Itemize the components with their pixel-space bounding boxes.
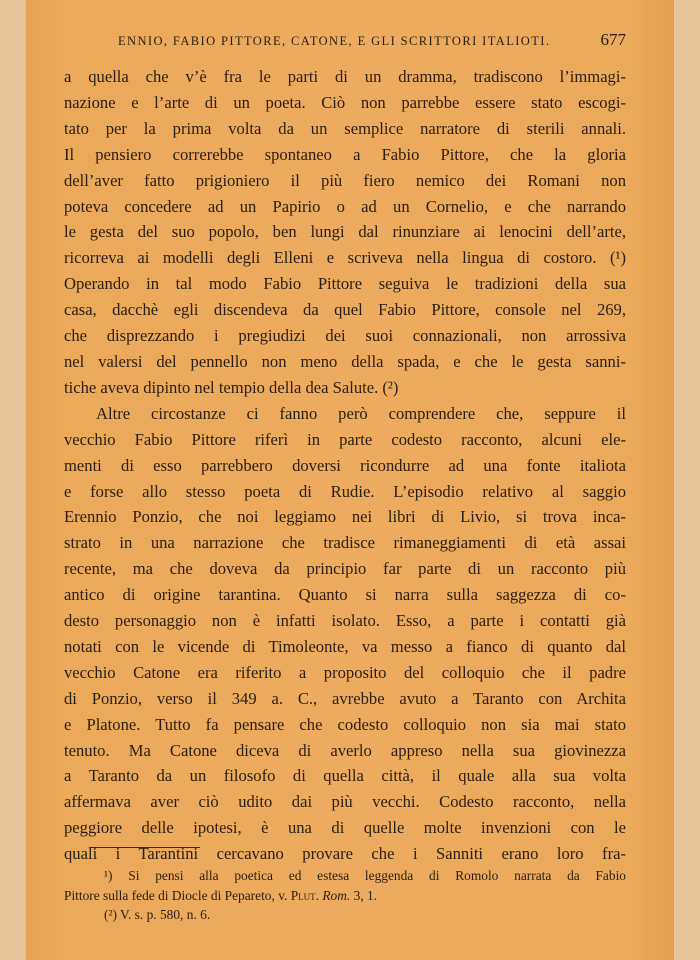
body-line: strato in una narrazione che tradisce rimaneggiamenti di età assai: [64, 533, 626, 553]
body-line: a Taranto da un filosofo di quella città, il quale alla sua volta: [64, 766, 626, 786]
book-page: [26, 0, 674, 960]
body-line: affermava aver ciò udito dai più vecchi. Codesto racconto, nella: [64, 792, 626, 812]
body-line: e forse allo stesso poeta di Rudie. L’episodio relativo al saggio: [64, 481, 626, 501]
body-line: tenuto. Ma Catone diceva di averlo appreso nella sua giovinezza: [64, 740, 626, 760]
footnote-divider: [90, 847, 200, 848]
footnote-1-marker: ¹): [104, 868, 113, 883]
page-number: 677: [600, 30, 626, 49]
body-line: Altre circostanze ci fanno però comprendere che, seppure il: [96, 403, 626, 423]
footnote-1-text: Si pensi alla poetica ed estesa leggenda di Romolo narrata da Fabio: [112, 868, 626, 883]
running-head: [118, 30, 626, 52]
body-line: e Platone. Tutto fa pensare che codesto colloquio non sia mai stato: [64, 714, 626, 734]
body-line: vecchio Catone era riferito a proposito del colloquio che il padre: [64, 662, 626, 682]
body-line: Il pensiero correrebbe spontaneo a Fabio Pittore, che la gloria: [64, 144, 626, 164]
body-line: tiche aveva dipinto nel tempio della dea Salute. (²): [64, 377, 399, 397]
body-line: che disprezzando i pregiudizi dei suoi connazionali, non arrossiva: [64, 326, 626, 346]
body-line: di Ponzio, verso il 349 a. C., avrebbe avuto a Taranto con Archita: [64, 688, 626, 708]
body-line: nazione e l’arte di un poeta. Ciò non parrebbe essere stato escogi-: [64, 92, 626, 112]
body-line: nel valersi del pennello non meno della spada, e che le gesta sanni-: [64, 351, 626, 371]
footnote-1-text: Pittore sulla fede di Diocle di Pepareto, v.: [64, 887, 291, 903]
footnotes: [64, 866, 626, 925]
footnote-1-line: [64, 886, 626, 906]
body-line: poteva concedere ad un Papirio o ad un Cornelio, e che narrando: [64, 196, 626, 216]
body-line: a quella che v’è fra le parti di un dramma, tradiscono l’immagi-: [64, 67, 626, 86]
body-line: dell’aver fatto prigioniero il più fiero nemico dei Romani non: [64, 170, 626, 190]
body-line: peggiore delle ipotesi, è una di quelle molte invenzioni con le: [64, 818, 626, 838]
body-line: desto personaggio non è infatti isolato. Esso, a parte i contatti già: [64, 611, 626, 631]
body-line: antico di origine tarantina. Quanto si narra sulla saggezza di co-: [64, 585, 626, 605]
body-line: Erennio Ponzio, che noi leggiamo nei libri di Livio, si trova inca-: [64, 507, 626, 527]
body-line: tato per la prima volta da un semplice narratore di sterili annali.: [64, 118, 626, 138]
author-abbreviation: Plut.: [290, 887, 320, 903]
body-line: le gesta del suo popolo, ben lungi dal rinunziare ai lenocini dell’arte,: [64, 222, 626, 242]
body-line: notati con le vicende di Timoleonte, va messo a fianco di quanto dal: [64, 636, 626, 656]
body-line: casa, dacchè egli discendeva da quel Fabio Pittore, console nel 269,: [64, 300, 626, 320]
body-line: Operando in tal modo Fabio Pittore seguiva le tradizioni della sua: [64, 274, 626, 294]
footnote-2: (²) V. s. p. 580, n. 6.: [104, 907, 211, 922]
body-line: quali i Tarantini cercavano provare che i Sanniti erano loro fra-: [64, 844, 626, 864]
footnote-1-citation: 3, 1.: [350, 887, 378, 903]
body-line: vecchio Fabio Pittore riferì in parte codesto racconto, alcuni ele-: [64, 429, 626, 449]
running-title: ENNIO, FABIO PITTORE, CATONE, E GLI SCRITTORI ITALIOTI.: [118, 34, 551, 48]
work-abbreviation: Rom.: [322, 887, 351, 903]
footnote-1-line: [64, 866, 626, 886]
body-line: recente, ma che doveva da principio far parte di un racconto più: [64, 559, 626, 579]
body-text: [64, 64, 626, 867]
body-line: ricorreva ai modelli degli Elleni e scriveva nella lingua di costoro. (¹): [64, 248, 626, 268]
body-line: menti di esso parrebbero doversi ricondurre ad una fonte italiota: [64, 455, 626, 475]
